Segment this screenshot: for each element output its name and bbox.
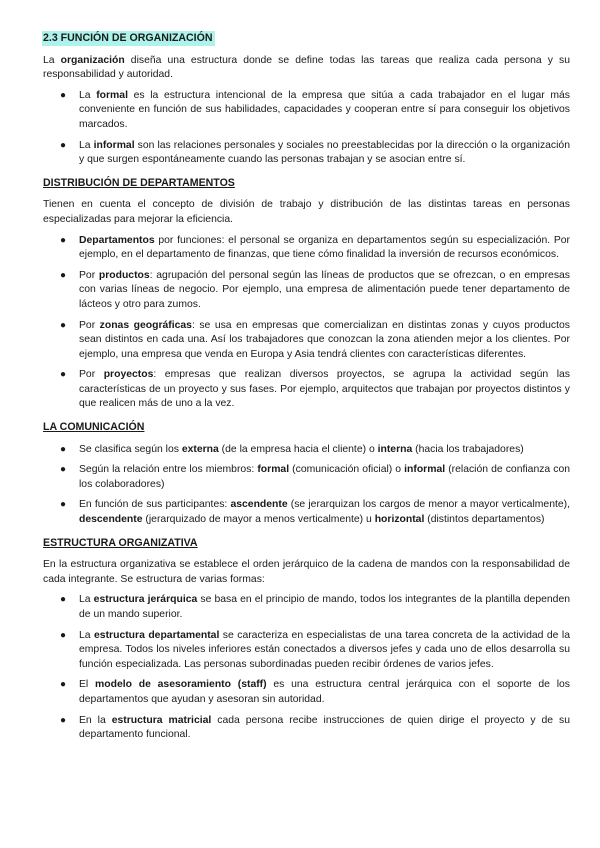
list-item: ● Según la relación entre los miembros: formal (comunicación oficial) o informal (relación de confianza con los colaboradores) (60, 464, 571, 490)
list-item: ● Por proyectos: empresas que realizan diversos proyectos, se agrupa la actividad según las características de un proyecto y sus fases. Por ejemplo, arquitectos que trabajan por proyectos distintos y que realicen más de uno a la vez. (60, 369, 570, 410)
paragraph: En la estructura organizativa se establece el orden jerárquico de la cadena de mandos con la responsabilidad de cada integrante. Se estructura de varias formas: (43, 559, 570, 585)
bullet-icon: ● (60, 714, 67, 726)
list-item: ● Por zonas geográficas: se usa en empresas que comercializan en distintas zonas y cuyos productos sean distintos en cada una. Así los trabajadores que conozcan la zona atienden mejor a los clientes. Por ejemplo, una empresa que venda en Europa y Asia tendrá clientes con características diferentes. (60, 319, 570, 360)
section-title: ESTRUCTURA ORGANIZATIVA (43, 536, 198, 549)
list-item: ● El modelo de asesoramiento (staff) es una estructura central jerárquica con el soporte de los departamentos que ayudan y asesoran sin autoridad. (60, 679, 570, 705)
bullet-icon: ● (60, 629, 67, 641)
list-item: ● En función de sus participantes: ascendente (se jerarquizan los cargos de menor a mayor verticalmente), descendente (jerarquizado de mayor a menos verticalmente) u horizontal (distintos departamentos) (60, 499, 570, 526)
section-comunicacion (43, 420, 570, 528)
section-title: 2.3 FUNCIÓN DE ORGANIZACIÓN (43, 32, 213, 44)
bullet-icon: ● (60, 139, 67, 151)
bullet-list (43, 89, 570, 168)
list-item: ● Se clasifica según los externa (de la empresa hacia el cliente) o interna (hacia los trabajadores) (43, 443, 570, 458)
list-item: ● La estructura jerárquica se basa en el principio de mando, todos los integrantes de la plantilla dependen de un mando superior. (60, 594, 571, 620)
list-item: ● Por productos: agrupación del personal según las líneas de productos que se ofrezcan, o en empresas con varias líneas de negocio. Por ejemplo, una empresa de alimentación puede tener departamento de lácteos y otro para zumos. (60, 269, 570, 310)
list-item: ● La estructura departamental se caracteriza en especialistas de una tarea concreta de la actividad de la empresa. Todos los niveles inferiores están conectados a diversos jefes y cada uno de ellos desarrolla su función especializada. Las personas subordinadas pueden recibir órdenes de varios jefes. (60, 629, 570, 670)
list-item: ● Departamentos por funciones: el personal se organiza en departamentos según su especialización. Por ejemplo, en el departamento de finanzas, que tiene cómo finalidad la inversión de recursos económicos. (60, 234, 570, 261)
list-item: ● La informal son las relaciones personales y sociales no preestablecidas por la dirección o la organización y que surgen espontáneamente cuando las personas trabajan y se asocian entre sí. (60, 139, 570, 166)
bullet-icon: ● (60, 679, 67, 691)
section-distribucion-departamentos (43, 176, 570, 412)
paragraph: La organización diseña una estructura donde se define todas las tareas que realiza cada persona y su responsabilidad y autoridad. (43, 54, 570, 81)
bullet-list (43, 234, 570, 413)
bullet-list (43, 593, 570, 742)
bullet-icon: ● (60, 464, 67, 476)
section-estructura-organizativa (43, 536, 570, 743)
bullet-icon: ● (60, 594, 67, 606)
list-item: ● La formal es la estructura intencional de la empresa que sitúa a cada trabajador en el lugar más conveniente en función de sus habilidades, capacidades y cooperan entre sí para conseguir los objetivos marcados. (60, 89, 570, 130)
bullet-icon: ● (60, 369, 67, 381)
section-funcion-organizacion (43, 31, 570, 168)
bullet-icon: ● (60, 443, 67, 455)
bullet-icon: ● (60, 319, 67, 331)
paragraph: Tienen en cuenta el concepto de división de trabajo y distribución de las distintas tareas en personas especializadas para mejorar la eficiencia. (43, 199, 570, 225)
bullet-icon: ● (60, 89, 67, 101)
section-title: DISTRIBUCIÓN DE DEPARTAMENTOS (43, 176, 235, 189)
bullet-icon: ● (60, 499, 67, 511)
bullet-icon: ● (60, 234, 67, 246)
bullet-list (43, 443, 570, 528)
list-item: ● En la estructura matricial cada persona recibe instrucciones de quien dirige el proyecto y de su departamento funcional. (60, 714, 570, 741)
section-title: LA COMUNICACIÓN (43, 421, 145, 434)
bullet-icon: ● (60, 269, 67, 281)
